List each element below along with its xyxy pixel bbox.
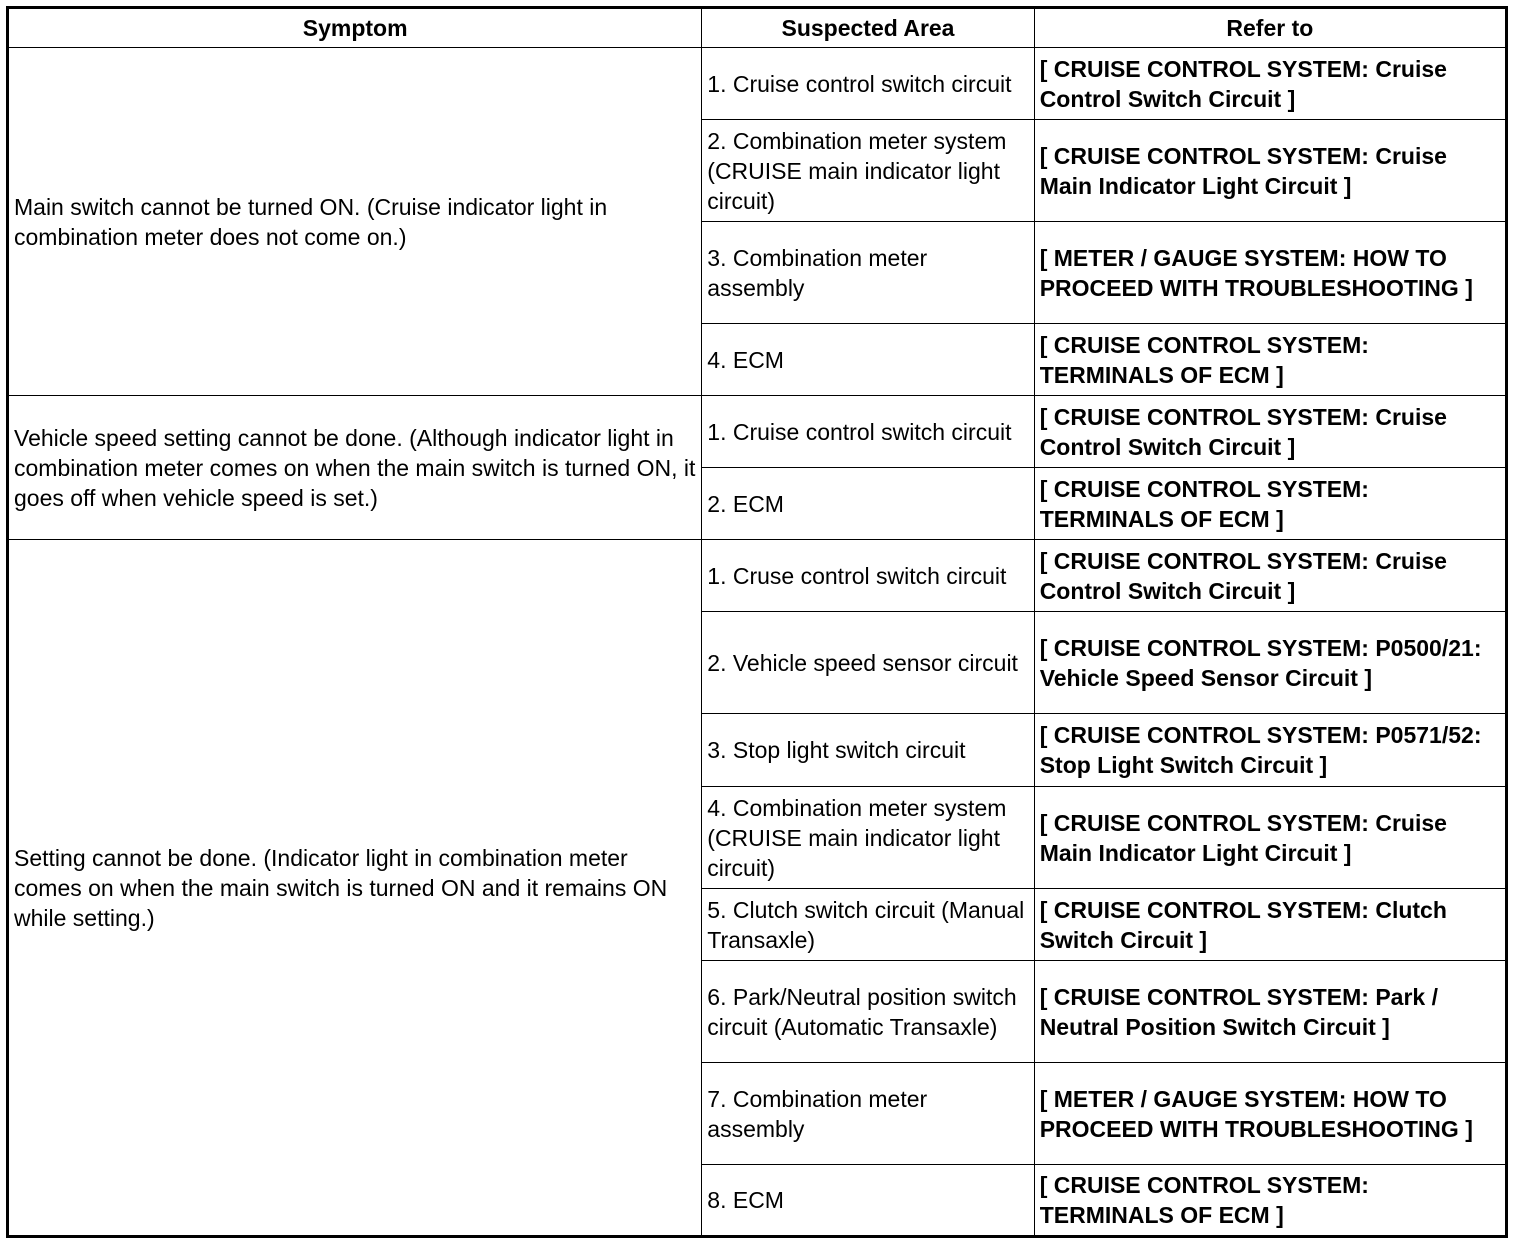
suspected-area-cell: 1. Cruse control switch circuit bbox=[702, 540, 1034, 612]
header-suspected-area: Suspected Area bbox=[702, 8, 1034, 48]
header-refer-to: Refer to bbox=[1034, 8, 1506, 48]
suspected-area-cell: 6. Park/Neutral position switch circuit (Automatic Transaxle) bbox=[702, 961, 1034, 1063]
symptom-cell: Main switch cannot be turned ON. (Cruise indicator light in combination meter does not come on.) bbox=[8, 48, 702, 396]
suspected-area-cell: 4. Combination meter system (CRUISE main indicator light circuit) bbox=[702, 787, 1034, 889]
suspected-area-cell: 2. Combination meter system (CRUISE main indicator light circuit) bbox=[702, 120, 1034, 222]
refer-to-link[interactable]: [ CRUISE CONTROL SYSTEM: TERMINALS OF ECM ] bbox=[1034, 1165, 1506, 1237]
troubleshooting-table bbox=[6, 6, 1508, 1238]
refer-to-link[interactable]: [ CRUISE CONTROL SYSTEM: P0500/21: Vehicle Speed Sensor Circuit ] bbox=[1034, 612, 1506, 714]
refer-to-link[interactable]: [ CRUISE CONTROL SYSTEM: Cruise Control Switch Circuit ] bbox=[1034, 396, 1506, 468]
suspected-area-cell: 2. Vehicle speed sensor circuit bbox=[702, 612, 1034, 714]
suspected-area-cell: 2. ECM bbox=[702, 468, 1034, 540]
table-row bbox=[8, 540, 1507, 612]
suspected-area-cell: 7. Combination meter assembly bbox=[702, 1063, 1034, 1165]
refer-to-link[interactable]: [ CRUISE CONTROL SYSTEM: Cruise Control Switch Circuit ] bbox=[1034, 48, 1506, 120]
symptom-cell: Vehicle speed setting cannot be done. (Although indicator light in combination meter comes on when the main switch is turned ON, it goes off when vehicle speed is set.) bbox=[8, 396, 702, 540]
refer-to-link[interactable]: [ CRUISE CONTROL SYSTEM: Cruise Main Indicator Light Circuit ] bbox=[1034, 120, 1506, 222]
refer-to-link[interactable]: [ CRUISE CONTROL SYSTEM: Cruise Control Switch Circuit ] bbox=[1034, 540, 1506, 612]
refer-to-link[interactable]: [ METER / GAUGE SYSTEM: HOW TO PROCEED WITH TROUBLESHOOTING ] bbox=[1034, 1063, 1506, 1165]
header-symptom: Symptom bbox=[8, 8, 702, 48]
refer-to-link[interactable]: [ CRUISE CONTROL SYSTEM: P0571/52: Stop Light Switch Circuit ] bbox=[1034, 714, 1506, 787]
refer-to-link[interactable]: [ CRUISE CONTROL SYSTEM: TERMINALS OF ECM ] bbox=[1034, 468, 1506, 540]
refer-to-link[interactable]: [ CRUISE CONTROL SYSTEM: Clutch Switch Circuit ] bbox=[1034, 889, 1506, 961]
refer-to-link[interactable]: [ CRUISE CONTROL SYSTEM: TERMINALS OF ECM ] bbox=[1034, 324, 1506, 396]
suspected-area-cell: 1. Cruise control switch circuit bbox=[702, 396, 1034, 468]
suspected-area-cell: 1. Cruise control switch circuit bbox=[702, 48, 1034, 120]
symptom-cell: Setting cannot be done. (Indicator light in combination meter comes on when the main switch is turned ON and it remains ON while setting.) bbox=[8, 540, 702, 1237]
suspected-area-cell: 8. ECM bbox=[702, 1165, 1034, 1237]
suspected-area-cell: 5. Clutch switch circuit (Manual Transaxle) bbox=[702, 889, 1034, 961]
suspected-area-cell: 3. Combination meter assembly bbox=[702, 222, 1034, 324]
suspected-area-cell: 4. ECM bbox=[702, 324, 1034, 396]
table-row bbox=[8, 48, 1507, 120]
refer-to-link[interactable]: [ CRUISE CONTROL SYSTEM: Cruise Main Indicator Light Circuit ] bbox=[1034, 787, 1506, 889]
header-row bbox=[8, 8, 1507, 48]
refer-to-link[interactable]: [ METER / GAUGE SYSTEM: HOW TO PROCEED WITH TROUBLESHOOTING ] bbox=[1034, 222, 1506, 324]
suspected-area-cell: 3. Stop light switch circuit bbox=[702, 714, 1034, 787]
refer-to-link[interactable]: [ CRUISE CONTROL SYSTEM: Park / Neutral Position Switch Circuit ] bbox=[1034, 961, 1506, 1063]
table-row bbox=[8, 396, 1507, 468]
